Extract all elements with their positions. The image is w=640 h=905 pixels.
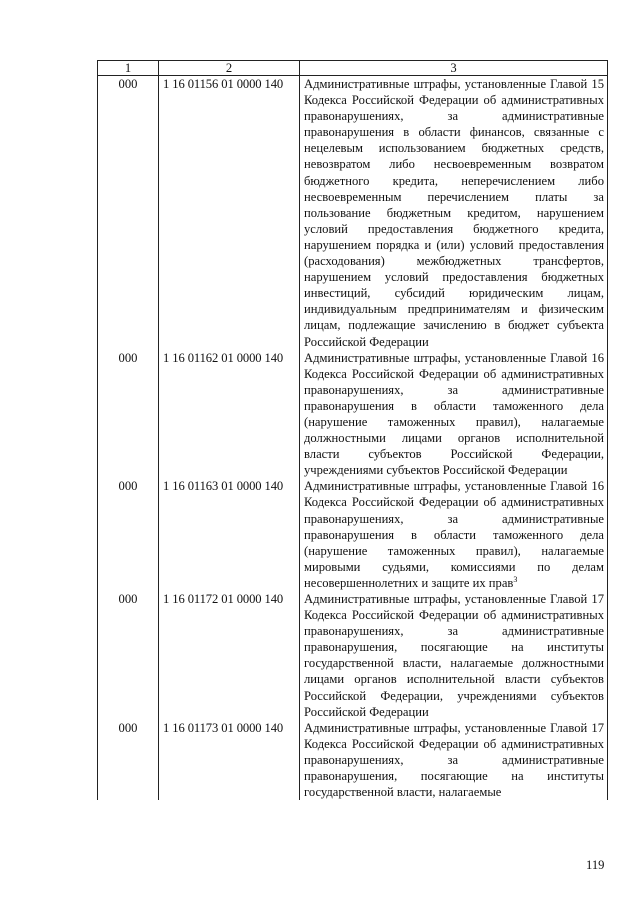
- description-cell: [300, 478, 608, 591]
- kbk-code-cell: 1 16 01156 01 0000 140: [159, 76, 300, 350]
- footnote-marker: 3: [513, 574, 518, 584]
- table-row: [98, 76, 608, 350]
- table-row: [98, 720, 608, 800]
- description-cell: Административные штрафы, установленные Главой 17 Кодекса Российской Федерации об административных правонарушениях, за административные правонарушения, посягающие на институты государственной власти, налагаемые должностными лицами органов исполнительной власти субъектов Российской Федерации, учреждениями субъектов Российской Федерации: [300, 591, 608, 720]
- admin-code-cell: 000: [98, 720, 159, 800]
- header-col-2: 2: [159, 61, 300, 76]
- description-cell: Административные штрафы, установленные Главой 16 Кодекса Российской Федерации об административных правонарушениях, за административные правонарушения в области таможенного дела (нарушение таможенных правил), налагаемые должностными лицами органов исполнительной власти субъектов Российской Федерации, учреждениями субъектов Российской Федерации: [300, 350, 608, 479]
- kbk-code-cell: 1 16 01173 01 0000 140: [159, 720, 300, 800]
- kbk-code-cell: 1 16 01163 01 0000 140: [159, 478, 300, 591]
- table-header: [98, 61, 608, 76]
- header-row: [98, 61, 608, 76]
- kbk-code-cell: 1 16 01162 01 0000 140: [159, 350, 300, 479]
- description-text: Административные штрафы, установленные Главой 16 Кодекса Российской Федерации об административных правонарушениях, за административные правонарушения в области таможенного дела (нарушение таможенных правил), налагаемые мировыми судьями, комиссиями по делам несовершеннолетних и защите их прав: [304, 479, 604, 590]
- admin-code-cell: 000: [98, 350, 159, 479]
- description-cell: Административные штрафы, установленные Главой 15 Кодекса Российской Федерации об административных правонарушениях, за административные правонарушения в области финансов, связанные с нецелевым использованием бюджетных средств, невозвратом либо несвоевременным возвратом бюджетного кредита, неперечислением либо несвоевременным перечислением платы за пользование бюджетным кредитом, нарушением условий предоставления бюджетного кредита, нарушением порядка и (или) условий предоставления (расходования) межбюджетных трансфертов, нарушением условий предоставления бюджетных инвестиций, субсидий юридическим лицам, индивидуальным предпринимателям и физическим лицам, подлежащие зачислению в бюджет субъекта Российской Федерации: [300, 76, 608, 350]
- admin-code-cell: 000: [98, 591, 159, 720]
- description-cell: Административные штрафы, установленные Главой 17 Кодекса Российской Федерации об административных правонарушениях, за административные правонарушения, посягающие на институты государственной власти, налагаемые: [300, 720, 608, 800]
- table-body: [98, 76, 608, 801]
- page-number: 119: [586, 858, 605, 872]
- kbk-code-cell: 1 16 01172 01 0000 140: [159, 591, 300, 720]
- header-col-1: 1: [98, 61, 159, 76]
- table-row: [98, 478, 608, 591]
- income-codes-table: [97, 60, 608, 800]
- table-row: [98, 350, 608, 479]
- admin-code-cell: 000: [98, 478, 159, 591]
- header-col-3: 3: [300, 61, 608, 76]
- admin-code-cell: 000: [98, 76, 159, 350]
- table-row: [98, 591, 608, 720]
